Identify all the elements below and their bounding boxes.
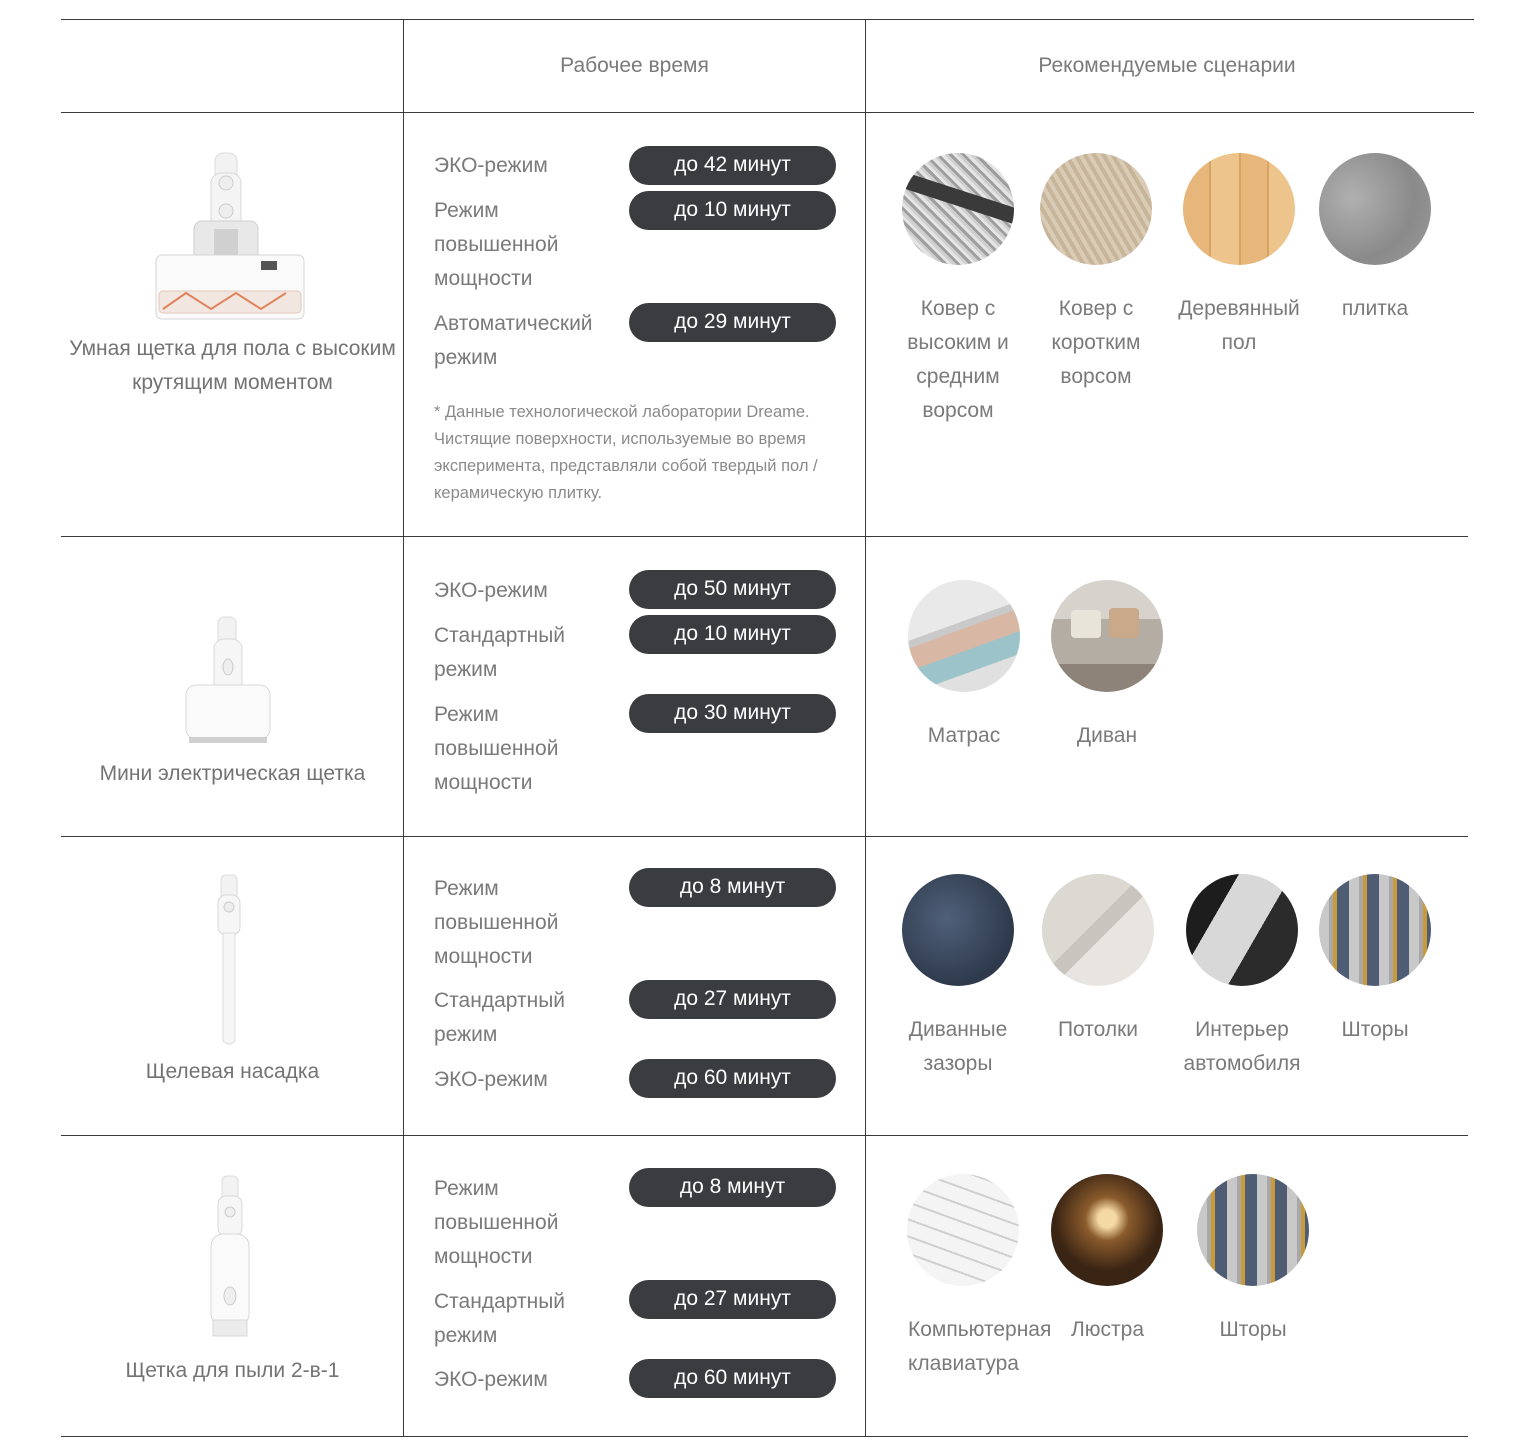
keyboard-image bbox=[907, 1174, 1019, 1286]
accessory-cell bbox=[61, 113, 404, 400]
mode-label: Автоматический режим bbox=[434, 312, 593, 369]
scenario-label: Ковер с коротким ворсом bbox=[1051, 297, 1141, 388]
runtime-badge: до 10 минут bbox=[629, 615, 836, 654]
scenario-label: Деревянный пол bbox=[1178, 297, 1300, 354]
header-recommended-scenarios: Рекомендуемые сценарии bbox=[1038, 54, 1296, 77]
runtime-badge: до 30 минут bbox=[629, 694, 836, 733]
accessory-name: Мини электрическая щетка bbox=[99, 762, 366, 785]
runtime-badge: до 27 минут bbox=[629, 980, 836, 1019]
runtime-badge: до 8 минут bbox=[629, 868, 836, 907]
mode-label: Режим повышенной мощности bbox=[434, 877, 559, 968]
chandelier-image bbox=[1051, 1174, 1163, 1286]
sofa-gaps-image bbox=[902, 874, 1014, 986]
mode-label: Режим повышенной мощности bbox=[434, 703, 559, 794]
accessory-cell bbox=[61, 537, 404, 791]
scenario-item bbox=[1300, 153, 1450, 326]
mode-label: Режим повышенной мощности bbox=[434, 1177, 559, 1268]
runtime-badge: до 60 минут bbox=[629, 1359, 836, 1398]
scenario-item bbox=[1021, 153, 1171, 394]
mode-label: Стандартный режим bbox=[434, 624, 566, 681]
sofa-image bbox=[1051, 580, 1163, 692]
scenario-item bbox=[888, 1174, 1052, 1381]
short-pile-carpet-image bbox=[1040, 153, 1152, 265]
lab-note: * Данные технологической лаборатории Dreame. Чистящие поверхности, используемые во время эксперимента, представляли собой твердый пол / керамическую плитку. bbox=[434, 403, 818, 502]
accessory-cell bbox=[61, 837, 404, 1089]
ceiling-image bbox=[1042, 874, 1154, 986]
mode-label: ЭКО-режим bbox=[434, 1368, 548, 1391]
accessory-name: Щетка для пыли 2-в-1 bbox=[125, 1359, 340, 1382]
car-interior-image bbox=[1186, 874, 1298, 986]
scenario-item bbox=[1164, 153, 1314, 360]
mode-label: ЭКО-режим bbox=[434, 579, 548, 602]
accessory-cell bbox=[61, 1136, 404, 1388]
scenario-label: Диван bbox=[1076, 724, 1138, 747]
scenario-label: Интерьер автомобиля bbox=[1183, 1018, 1301, 1075]
table-bottom-border bbox=[61, 1436, 1468, 1437]
scenario-item bbox=[889, 580, 1039, 753]
scenario-item bbox=[1023, 874, 1173, 1047]
dust-brush-image bbox=[61, 1136, 404, 1354]
table-row bbox=[61, 837, 1474, 1135]
accessory-name: Щелевая насадка bbox=[145, 1060, 320, 1083]
scenario-label: Компьютерная клавиатура bbox=[908, 1318, 1052, 1375]
scenario-label: Люстра bbox=[1071, 1318, 1145, 1341]
high-pile-carpet-image bbox=[902, 153, 1014, 265]
runtime-badge: до 60 минут bbox=[629, 1059, 836, 1098]
scenario-item bbox=[1032, 1174, 1182, 1347]
scenario-item bbox=[883, 153, 1033, 428]
scenario-label: Ковер с высоким и средним ворсом bbox=[907, 297, 1009, 422]
scenario-label: Шторы bbox=[1219, 1318, 1287, 1341]
mattress-image bbox=[908, 580, 1020, 692]
table-row bbox=[61, 1136, 1474, 1436]
scenario-label: Диванные зазоры bbox=[908, 1018, 1008, 1075]
scenario-item bbox=[883, 874, 1033, 1081]
curtains-image bbox=[1197, 1174, 1309, 1286]
scenario-label: плитка bbox=[1341, 297, 1409, 320]
mini-electric-brush-image bbox=[61, 537, 404, 755]
runtime-badge: до 50 минут bbox=[629, 570, 836, 609]
scenario-item bbox=[1178, 1174, 1328, 1347]
crevice-tool-image bbox=[61, 837, 404, 1055]
mode-label: ЭКО-режим bbox=[434, 1068, 548, 1091]
scenario-label: Матрас bbox=[927, 724, 1001, 747]
runtime-badge: до 8 минут bbox=[629, 1168, 836, 1207]
mode-label: Стандартный режим bbox=[434, 1290, 566, 1347]
scenario-item bbox=[1300, 874, 1450, 1047]
scenario-label: Потолки bbox=[1057, 1018, 1139, 1041]
curtains-image bbox=[1319, 874, 1431, 986]
mode-label: Стандартный режим bbox=[434, 989, 566, 1046]
mode-label: Режим повышенной мощности bbox=[434, 199, 559, 290]
runtime-badge: до 42 минут bbox=[629, 146, 836, 185]
wooden-floor-image bbox=[1183, 153, 1295, 265]
runtime-badge: до 27 минут bbox=[629, 1280, 836, 1319]
header-working-time: Рабочее время bbox=[560, 54, 709, 77]
scenario-item bbox=[1167, 874, 1317, 1081]
tile-floor-image bbox=[1319, 153, 1431, 265]
floor-brush-image bbox=[61, 113, 404, 328]
table-row bbox=[61, 113, 1474, 536]
runtime-badge: до 10 минут bbox=[629, 191, 836, 230]
table-row bbox=[61, 537, 1474, 836]
mode-label: ЭКО-режим bbox=[434, 154, 548, 177]
runtime-badge: до 29 минут bbox=[629, 303, 836, 342]
scenario-label: Шторы bbox=[1341, 1018, 1409, 1041]
accessory-name: Умная щетка для пола с высоким крутящим моментом bbox=[69, 337, 396, 394]
scenario-item bbox=[1032, 580, 1182, 753]
